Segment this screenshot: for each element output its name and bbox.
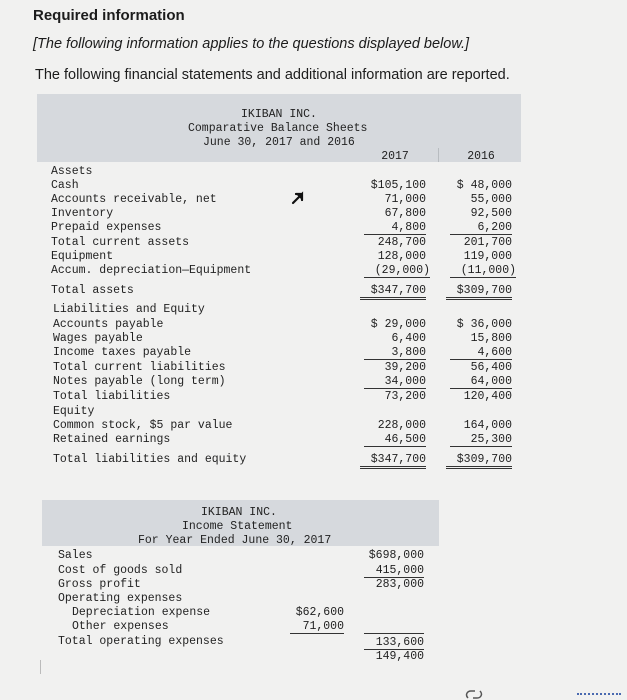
is-company: IKIBAN INC. [201,506,277,519]
is-row-outer: 149,400 [375,650,424,663]
bs-company: IKIBAN INC. [241,108,317,121]
liabilities-heading: Liabilities and Equity [53,303,205,316]
link-icon[interactable] [465,689,483,700]
bs-row-2017: 46,500 [364,433,426,447]
required-info-title: Required information [33,7,185,24]
bs-row-2017: (29,000) [364,264,430,278]
bs-row-label: Total assets [51,284,134,297]
bs-col-2017: 2017 [381,150,409,163]
margin-divider [40,660,41,674]
opex-heading: Operating expenses [58,592,183,605]
bs-row-2017: $105,100 [370,179,426,192]
bs-row-label: Prepaid expenses [51,221,162,234]
bs-row-2017: 34,000 [364,375,426,389]
bs-row-2017: 73,200 [384,390,426,403]
bs-row-2017: 3,800 [364,346,426,360]
is-row-label: Gross profit [58,578,141,591]
bs-row-label: Notes payable (long term) [53,375,226,388]
bs-row-label: Total liabilities and equity [53,453,247,466]
assets-heading: Assets [51,165,93,178]
bs-row-2017: 6,400 [391,332,426,345]
bs-row-2016: 120,400 [463,390,512,403]
bs-row-label: Equipment [51,250,114,263]
bs-row-label: Common stock, $5 par value [53,419,233,432]
is-title: Income Statement [182,520,293,533]
bs-row-2016: $ 36,000 [456,318,512,331]
applies-note: [The following information applies to the questions displayed below.] [33,36,470,52]
bs-title: Comparative Balance Sheets [188,122,368,135]
is-row-label: Depreciation expense [72,606,211,619]
bs-row-2017: 39,200 [384,361,426,374]
bs-row-2016: 6,200 [450,221,512,235]
bs-row-2016: 164,000 [463,419,512,432]
bs-row-2017: 71,000 [384,193,426,206]
bs-row-label: Income taxes payable [53,346,192,359]
bs-row-label: Cash [51,179,79,192]
bs-row-2017: 67,800 [384,207,426,220]
bs-row-2017: $347,700 [360,284,426,300]
is-row-outer: $698,000 [368,549,424,562]
bs-row-2016: (11,000) [450,264,516,278]
is-row-label: Cost of goods sold [58,564,183,577]
bs-row-2017: 128,000 [377,250,426,263]
bs-row-2017: $ 29,000 [370,318,426,331]
bs-row-2016: $309,700 [446,284,512,300]
bs-row-2017: 228,000 [377,419,426,432]
is-row-outer: 283,000 [375,578,424,591]
equity-heading: Equity [53,405,95,418]
is-period: For Year Ended June 30, 2017 [138,534,332,547]
bs-row-2016: $309,700 [446,453,512,469]
header-divider [438,148,439,162]
bs-row-label: Accounts payable [53,318,164,331]
bs-row-2016: 92,500 [470,207,512,220]
bs-col-2016: 2016 [467,150,495,163]
intro-text: The following financial statements and additional information are reported. [35,67,510,83]
bs-row-2016: 201,700 [463,236,512,249]
bs-row-label: Total current liabilities [53,361,226,374]
bs-row-2016: 55,000 [470,193,512,206]
bs-row-label: Inventory [51,207,114,220]
bs-date: June 30, 2017 and 2016 [203,136,355,149]
bs-row-2016: 64,000 [450,375,512,389]
is-row-label: Sales [58,549,93,562]
loading-indicator [577,693,621,700]
bs-row-2016: 119,000 [463,250,512,263]
bs-row-2016: 4,600 [450,346,512,360]
is-row-label: Other expenses [72,620,169,633]
cursor-arrow-icon [290,190,306,206]
bs-row-label: Total current assets [51,236,190,249]
is-row-outer: 133,600 [364,633,424,650]
bs-row-label: Wages payable [53,332,143,345]
bs-row-2016: $ 48,000 [456,179,512,192]
is-row-inner: $62,600 [295,606,344,619]
is-row-outer: 415,000 [364,564,424,578]
bs-row-2016: 56,400 [470,361,512,374]
bs-row-label: Total liabilities [53,390,171,403]
bs-row-label: Accum. depreciation—Equipment [51,264,252,277]
bs-row-2017: 4,800 [364,221,426,235]
bs-row-2016: 15,800 [470,332,512,345]
bs-row-2017: $347,700 [360,453,426,469]
bs-row-label: Accounts receivable, net [51,193,217,206]
bs-row-2016: 25,300 [450,433,512,447]
bs-row-label: Retained earnings [53,433,171,446]
is-row-inner: 71,000 [290,620,344,634]
is-row-label: Total operating expenses [58,635,224,648]
bs-row-2017: 248,700 [377,236,426,249]
